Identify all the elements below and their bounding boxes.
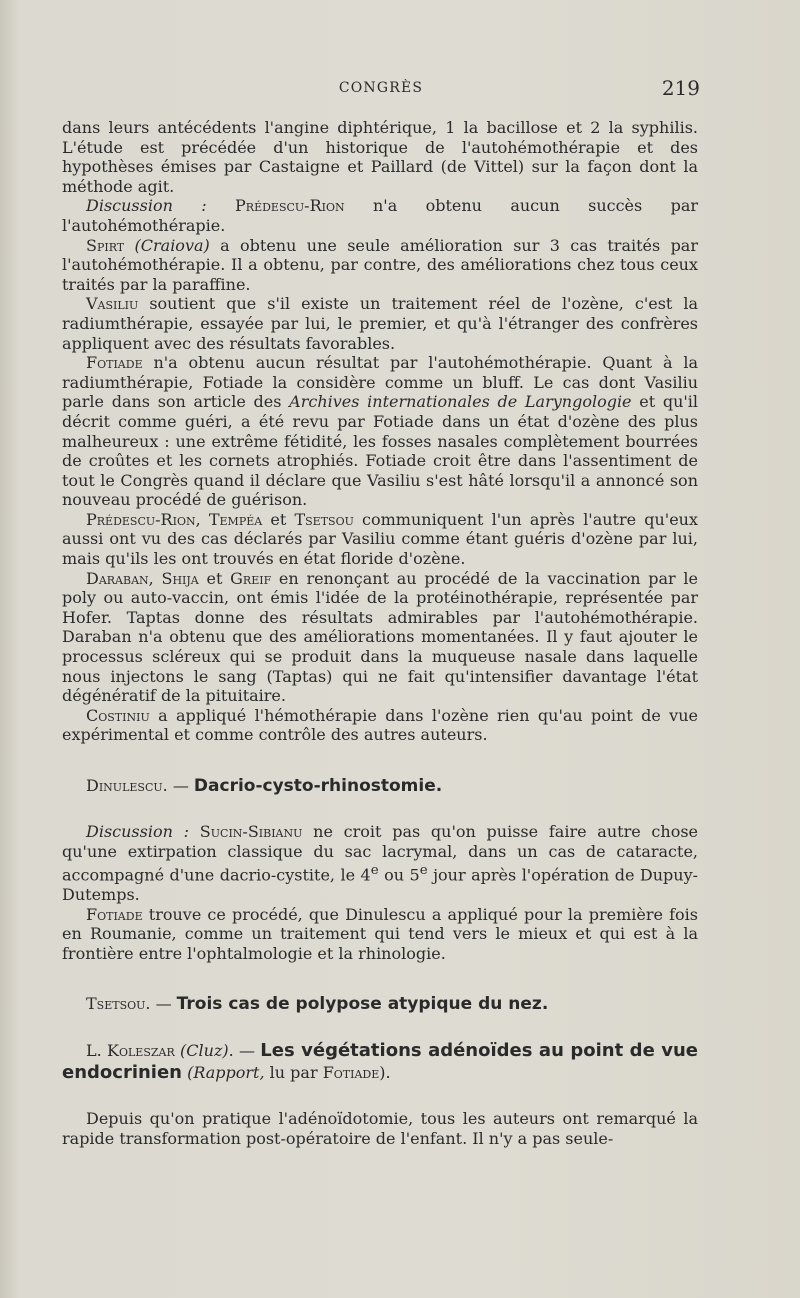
- author-name: Fotiade: [86, 353, 143, 373]
- paragraph-text: trouve ce procédé, que Dinulescu a appliqué pour la première fois en Roumanie, comme un traitement qui tend vers le mieux et qui est à la frontière entre l'ophtalmologie et la rhinologie.: [62, 904, 698, 963]
- author-city: (Craiova): [134, 235, 210, 255]
- paragraph-sucin-sibianu: [62, 822, 698, 905]
- author-name: Sucin-Sibianu: [199, 822, 303, 841]
- paragraph-predescu: [62, 510, 698, 569]
- section-author: Tsetsou: [86, 994, 146, 1014]
- paragraph-text: n'a obtenu aucun résultat par l'autohémothérapie. Quant à la radiumthérapie, Fotiade la considère comme un bluff. Le cas dont Vasiliu parle dans son article des: [62, 353, 698, 412]
- author-name: Daraban: [86, 568, 149, 588]
- section-heading-dinulescu: [62, 775, 698, 797]
- paragraph-text: jour après l'opération de Dupuy-Dutemps.: [62, 865, 699, 905]
- section-author: Koleszar: [107, 1041, 175, 1061]
- author-name: Costiniu: [86, 705, 150, 725]
- report-label: (Rapport,: [187, 1063, 265, 1083]
- section-title: Trois cas de polypose atypique du nez.: [176, 994, 549, 1015]
- author-initial: L.: [86, 1041, 108, 1061]
- separator: ,: [195, 509, 209, 529]
- author-name: Spirt: [86, 235, 125, 255]
- separator: et: [198, 568, 231, 588]
- paragraph-vasiliu: [62, 294, 698, 353]
- separator: et: [262, 509, 295, 529]
- superscript: e: [370, 863, 379, 879]
- separator: ,: [148, 568, 162, 588]
- author-name: Tempéa: [208, 509, 263, 529]
- superscript: e: [419, 863, 428, 879]
- paragraph-text: et qu'il décrit comme guéri, a été revu par Fotiade dans un état d'ozène des plus malheureux : une extrême fétidité, les fosses nasales complètement bourrées de croûtes et les cornets atrophiés. Fotiade croit être dans l'assentiment de tout le Congrès quand il déclare que Vasiliu s'est hâté lorsqu'il a annoncé son nouveau procédé de guérison.: [62, 392, 699, 510]
- author-name: Prédescu-Rion: [86, 509, 196, 529]
- paragraph-text: n'a obtenu aucun succès par l'autohémothérapie.: [62, 196, 699, 235]
- section-title: Les végétations adénoïdes au point de vue endocrinien: [62, 1040, 699, 1084]
- paragraph-adenoidotomie: Depuis qu'on pratique l'adénoïdotomie, tous les auteurs ont remarqué la rapide transformation post-opératoire de l'enfant. Il n'y a pas seule-: [62, 1109, 698, 1149]
- paragraph-text: a obtenu une seule amélioration sur 3 cas traités par l'autohémothérapie. Il a obtenu, par contre, des améliorations chez tous ceux traités par la paraffine.: [62, 235, 698, 294]
- author-name: Prédescu-Rion: [235, 196, 345, 216]
- author-city: (Cluz): [180, 1041, 229, 1061]
- paragraph-text: soutient que s'il existe un traitement réel de l'ozène, c'est la radiumthérapie, essayée par lui, le premier, et qu'à l'étranger des confrères appliquent avec des résultats favorables.: [62, 294, 698, 353]
- paragraph-daraban: [62, 569, 698, 706]
- paragraph-text: a appliqué l'hémothérapie dans l'ozène rien qu'au point de vue expérimental et comme contrôle des autres auteurs.: [62, 705, 698, 745]
- page-body: [62, 118, 698, 1149]
- separator: . —: [145, 994, 177, 1014]
- separator: . —: [228, 1041, 261, 1061]
- paragraph-spirt: [62, 236, 698, 295]
- journal-title: Archives internationales de Laryngologie: [289, 392, 632, 412]
- separator: ).: [379, 1063, 391, 1083]
- section-heading-koleszar: [62, 1040, 698, 1084]
- paragraph-fotiade-procede: [62, 905, 698, 964]
- author-name: Fotiade: [86, 904, 143, 924]
- paragraph-discussion: [62, 196, 698, 235]
- section-title: Dacrio-cysto-rhinostomie.: [193, 776, 443, 796]
- paragraph-text: ne croit pas qu'on puisse faire autre chose qu'une extirpation classique du sac lacrymal, dans un cas de cataracte, accompagné d'une dacrio-cystite, le 4: [62, 822, 699, 885]
- author-name: Vasiliu: [86, 294, 139, 314]
- paragraph-intro: dans leurs antécédents l'angine diphtérique, 1 la bacillose et 2 la syphilis. L'étude est précédée d'un historique de l'autohémothérapie et des hypothèses émises par Castaigne et Paillard (de Vittel) sur la façon dont la méthode agit.: [62, 118, 698, 196]
- page-number: 219: [661, 76, 700, 100]
- separator: lu par: [264, 1063, 323, 1083]
- author-name: Shija: [161, 568, 199, 588]
- discussion-label: Discussion :: [86, 196, 207, 216]
- paragraph-text: communiquent l'un après l'autre qu'eux aussi ont vu des cas déclarés par Vasiliu comme étant guéris d'ozène par lui, mais qu'ils les ont trouvés en état floride d'ozène.: [62, 509, 699, 569]
- paragraph-text: en renonçant au procédé de la vaccination par le poly ou auto-vaccin, ont émis l'idée de la protéinothérapie, représentée par Hofer. Taptas donne des résultats admirables par l'autohémothérapie. Daraban n'a obtenu que des améliorations momentanées. Il y faut ajouter le processus scléreux qui se produit dans la muqueuse nasale dans laquelle nous injectons le sang (Taptas) qui ne fait qu'intensifier davantage l'état dégénératif de la pituitaire.: [62, 568, 699, 706]
- section-heading-tsetsou: [62, 993, 698, 1015]
- reporter-name: Fotiade: [322, 1063, 380, 1083]
- running-title: CONGRÈS: [338, 80, 424, 96]
- separator: . —: [162, 776, 194, 795]
- paragraph-costiniu: [62, 706, 698, 745]
- author-name: Tsetsou: [294, 509, 354, 529]
- discussion-label: Discussion :: [86, 822, 190, 841]
- paragraph-fotiade: [62, 353, 698, 510]
- author-name: Greif: [230, 568, 272, 588]
- paragraph-text: ou 5: [378, 865, 420, 885]
- section-author: Dinulescu: [86, 776, 163, 795]
- page-header: [62, 76, 700, 102]
